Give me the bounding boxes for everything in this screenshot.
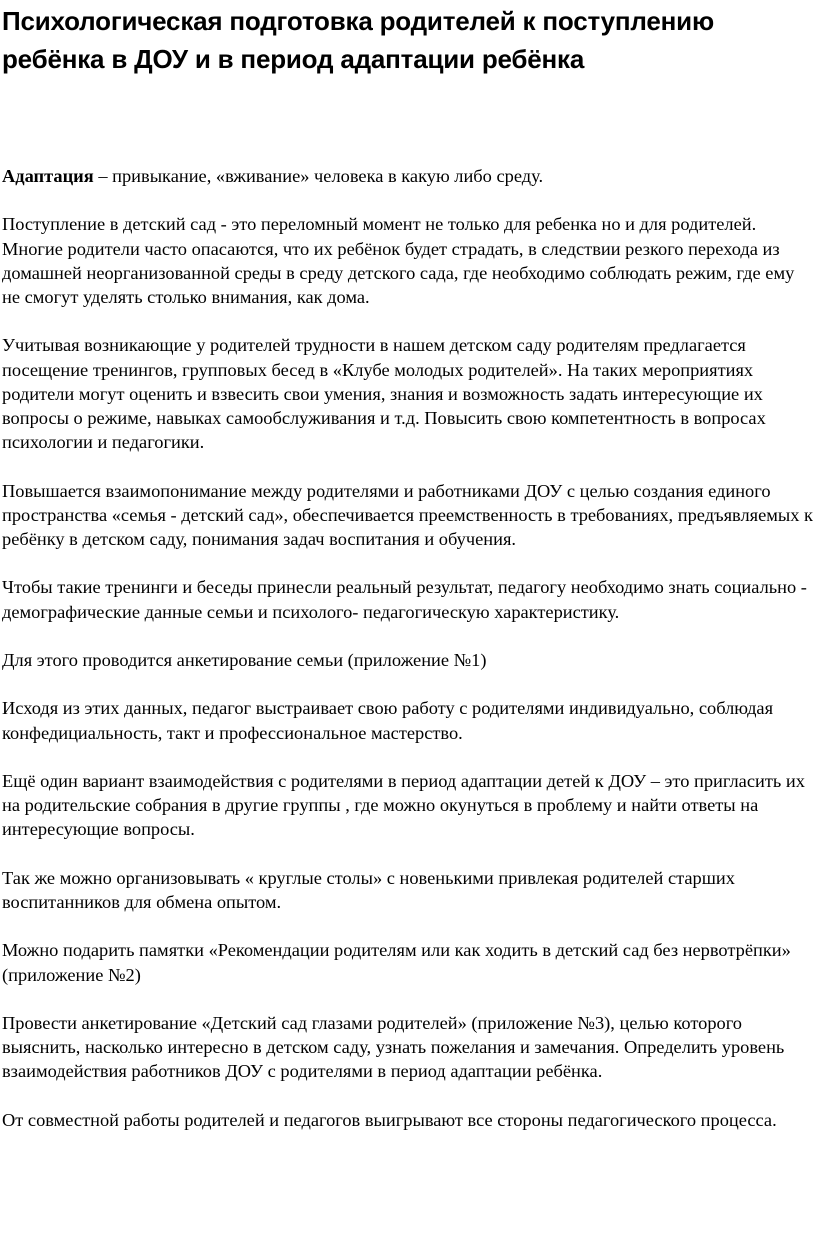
paragraph-11: От совместной работы родителей и педагогов выигрывают все стороны педагогического процесса. [2,1109,777,1130]
definition-text: – привыкание, «вживание» человека в какую либо среду. [93,166,544,186]
definition-paragraph [2,164,814,188]
paragraph-5: Для этого проводится анкетирование семьи (приложение №1) [2,649,487,670]
paragraph-7: Ещё один вариант взаимодействия с родителями в период адаптации детей к ДОУ – это пригласить их на родительские собрания в другие группы , где можно окунуться в проблему и найти ответы на интересующие вопросы. [2,770,805,840]
document-title: Психологическая подготовка родителей к поступлению ребёнка в ДОУ и в период адаптации ребёнка [2,6,714,74]
paragraph-2: Учитывая возникающие у родителей трудности в нашем детском саду родителям предлагается посещение тренингов, групповых бесед в «Клубе молодых родителей». На таких мероприятиях родители могут оценить и взвесить свои умения, знания и возможность задать интересующие их вопросы о режиме, навыках самообслуживания и т.д. Повысить свою компетентность в вопросах психологии и педагогики. [2,335,766,453]
paragraph-3: Повышается взаимопонимание между родителями и работниками ДОУ с целью создания единого пространства «семья - детский сад», обеспечивается преемственность в требованиях, предъявляемых к ребёнку в детском саду, понимания задач воспитания и обучения. [2,480,813,549]
paragraph-4: Чтобы такие тренинги и беседы принесли реальный результат, педагогу необходимо знать социально - демографические данные семьи и психолого- педагогическую характеристику. [2,577,807,622]
paragraph-8: Так же можно организовывать « круглые столы» с новенькими привлекая родителей старших воспитанников для обмена опытом. [2,867,735,912]
paragraph-1: Поступление в детский сад - это переломный момент не только для ребенка но и для родителей. Многие родители часто опасаются, что их ребёнок будет страдать, в следствии резкого перехода из домашней неорганизованной среды в среду детского сада, где необходимо соблюдать режим, где ему не смогут уделять столько внимания, как дома. [2,214,795,307]
paragraph-10: Провести анкетирование «Детский сад глазами родителей» (приложение №3), целью которого выяснить, насколько интересно в детском саду, узнать пожелания и замечания. Определить уровень взаимодействия работников ДОУ с родителями в период адаптации ребёнка. [2,1012,785,1082]
paragraph-9: Можно подарить памятки «Рекомендации родителям или как ходить в детский сад без нервотрёпки» (приложение №2) [2,940,791,985]
document-body [2,164,814,1132]
document-page [2,0,814,1132]
paragraph-6: Исходя из этих данных, педагог выстраивает свою работу с родителями индивидуально, соблюдая конфедициальность, такт и профессиональное мастерство. [2,698,774,743]
definition-term: Адаптация [2,166,94,186]
